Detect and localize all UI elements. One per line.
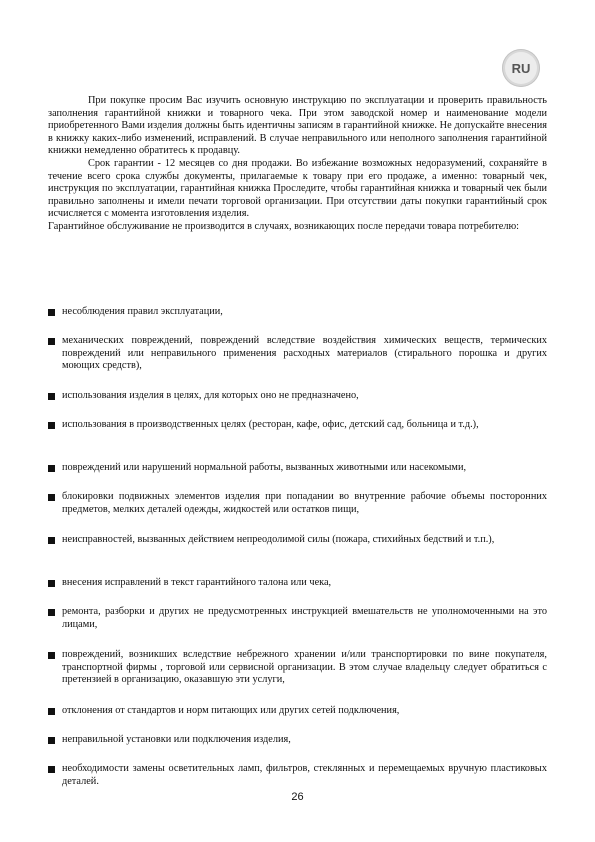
list-item-text: отклонения от стандартов и норм питающих или других сетей подключения, xyxy=(62,705,400,716)
list-item-text: использования изделия в целях, для которых оно не предназначено, xyxy=(62,390,359,401)
list-item xyxy=(48,335,547,373)
list-item-text: несоблюдения правил эксплуатации, xyxy=(62,306,223,317)
language-badge-label: RU xyxy=(505,52,537,84)
list-item xyxy=(48,734,547,747)
bullet-marker xyxy=(48,652,55,659)
list-item xyxy=(48,419,547,432)
bullet-marker xyxy=(48,338,55,345)
bullet-marker xyxy=(48,494,55,501)
list-item xyxy=(48,577,547,590)
list-item-text: использования в производственных целях (ресторан, кафе, офис, детский сад, больница и т.д.), xyxy=(62,419,479,430)
bullet-marker xyxy=(48,393,55,400)
language-badge xyxy=(502,49,540,87)
bullet-marker xyxy=(48,609,55,616)
list-item xyxy=(48,649,547,687)
bullet-marker xyxy=(48,766,55,773)
list-item-text: повреждений, возникших вследствие небрежного хранении и/или транспортировки по вине покупателя, транспортной фирмы , торговой или сервисной организации. В этом случае владельцу следует обратиться с претензией в организацию, оказавшую эти услуги, xyxy=(62,649,547,686)
list-item xyxy=(48,306,547,319)
exclusions-intro: Гарантийное обслуживание не производится в случаях, возникающих после передачи товара потребителю: xyxy=(48,220,520,232)
list-item xyxy=(48,534,547,547)
bullet-marker xyxy=(48,580,55,587)
list-item-text: повреждений или нарушений нормальной работы, вызванных животными или насекомыми, xyxy=(62,462,467,473)
list-item xyxy=(48,390,547,403)
list-item xyxy=(48,705,547,718)
list-item xyxy=(48,606,547,631)
page-number: 26 xyxy=(291,791,304,803)
list-item-text: блокировки подвижных элементов изделия при попадании во внутренние рабочие объемы посторонних предметов, мелких деталей одежды, жидкостей или остатков пищи, xyxy=(62,491,547,515)
warranty-text-block xyxy=(48,95,547,234)
bullet-marker xyxy=(48,537,55,544)
list-item xyxy=(48,491,547,516)
list-item-text: неисправностей, вызванных действием непреодолимой силы (пожара, стихийных бедствий и т.п.), xyxy=(62,534,495,545)
list-item xyxy=(48,462,547,475)
intro-paragraph: При покупке просим Вас изучить основную инструкцию по эксплуатации и проверить правильность заполнения гарантийной книжки и товарного чека. При этом заводской номер и наименование модели приобретенного Вами изделия должны быть идентичны записям в гарантийной книжке. Не допускайте внесения в книжку каких-либо изменений, исправлений. В случае неправильного или неполного заполнения гарантийной книжки немедленно обратитесь к продавцу. xyxy=(48,95,547,157)
bullet-marker xyxy=(48,465,55,472)
list-item-text: механических повреждений, повреждений вследствие воздействия химических веществ, термических повреждений или неправильного применения расходных материалов (стирального порошка и других моющих средств), xyxy=(62,335,547,372)
list-item xyxy=(48,763,547,788)
bullet-marker xyxy=(48,309,55,316)
bullet-marker xyxy=(48,422,55,429)
list-item-text: неправильной установки или подключения изделия, xyxy=(62,734,291,745)
list-item-text: внесения исправлений в текст гарантийного талона или чека, xyxy=(62,577,332,588)
bullet-marker xyxy=(48,737,55,744)
list-item-text: необходимости замены осветительных ламп, фильтров, стеклянных и перемещаемых вручную пластиковых деталей. xyxy=(62,763,547,787)
list-item-text: ремонта, разборки и других не предусмотренных инструкцией вмешательств не уполномоченными на это лицами, xyxy=(62,606,547,630)
warranty-term-paragraph: Срок гарантии - 12 месяцев со дня продажи. Во избежание возможных недоразумений, сохраняйте в течение всего срока службы документы, прилагаемые к товару при его продаже, а именно: товарный чек, инструкция по эксплуатации, гарантийная книжка Проследите, чтобы гарантийная книжка и товарный чек были правильно заполнены и имели печати торговой организации. При отсутствии даты покупки гарантийный срок исчисляется с момента изготовления изделия. xyxy=(48,157,547,220)
bullet-marker xyxy=(48,708,55,715)
